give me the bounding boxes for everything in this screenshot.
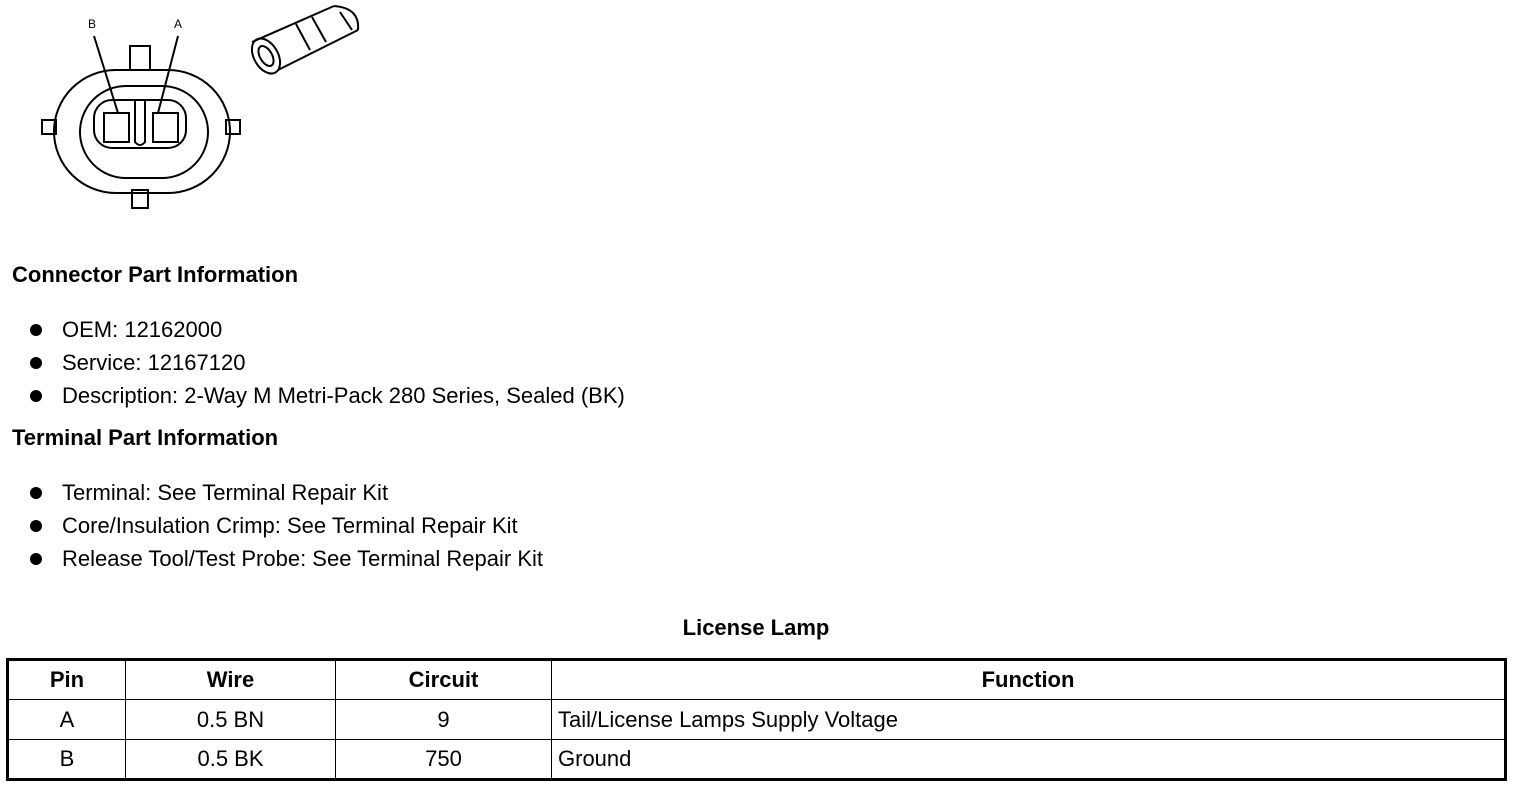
bullet-icon [30, 357, 42, 369]
cell-circuit: 9 [336, 700, 552, 740]
bullet-icon [30, 324, 42, 336]
list-item [30, 479, 543, 512]
list-item [30, 349, 625, 382]
connector-info-list [30, 316, 625, 415]
list-item [30, 512, 543, 545]
cell-wire: 0.5 BK [126, 740, 336, 780]
release-tool-item: Release Tool/Test Probe: See Terminal Repair Kit [62, 546, 543, 571]
bullet-icon [30, 553, 42, 565]
cell-function: Ground [552, 740, 1506, 780]
cell-function: Tail/License Lamps Supply Voltage [552, 700, 1506, 740]
pin-label-a: A [174, 17, 183, 31]
table-row [8, 700, 1506, 740]
list-item [30, 545, 543, 578]
header-function: Function [552, 660, 1506, 700]
connector-description: Description: 2-Way M Metri-Pack 280 Series, Sealed (BK) [62, 383, 625, 408]
table-header-row [8, 660, 1506, 700]
connector-oem: OEM: 12162000 [62, 317, 223, 342]
crimp-item: Core/Insulation Crimp: See Terminal Repair Kit [62, 513, 518, 538]
cell-wire: 0.5 BN [126, 700, 336, 740]
pin-label-b: B [88, 17, 97, 31]
connector-3d-icon [246, 6, 358, 78]
list-item [30, 382, 625, 415]
header-wire: Wire [126, 660, 336, 700]
bullet-icon [30, 487, 42, 499]
bullet-icon [30, 520, 42, 532]
cell-pin: B [8, 740, 126, 780]
header-pin: Pin [8, 660, 126, 700]
connector-diagram [0, 0, 400, 220]
table-row [8, 740, 1506, 780]
table-title: License Lamp [682, 615, 830, 640]
bullet-icon [30, 390, 42, 402]
pinout-table [6, 658, 1507, 781]
terminal-item: Terminal: See Terminal Repair Kit [62, 480, 389, 505]
terminal-info-list [30, 479, 543, 578]
terminal-info-heading: Terminal Part Information [12, 425, 279, 450]
header-circuit: Circuit [336, 660, 552, 700]
cell-pin: A [8, 700, 126, 740]
connector-info-heading: Connector Part Information [12, 262, 299, 287]
connector-illustration [0, 0, 400, 220]
connector-service: Service: 12167120 [62, 350, 246, 375]
cell-circuit: 750 [336, 740, 552, 780]
list-item [30, 316, 625, 349]
